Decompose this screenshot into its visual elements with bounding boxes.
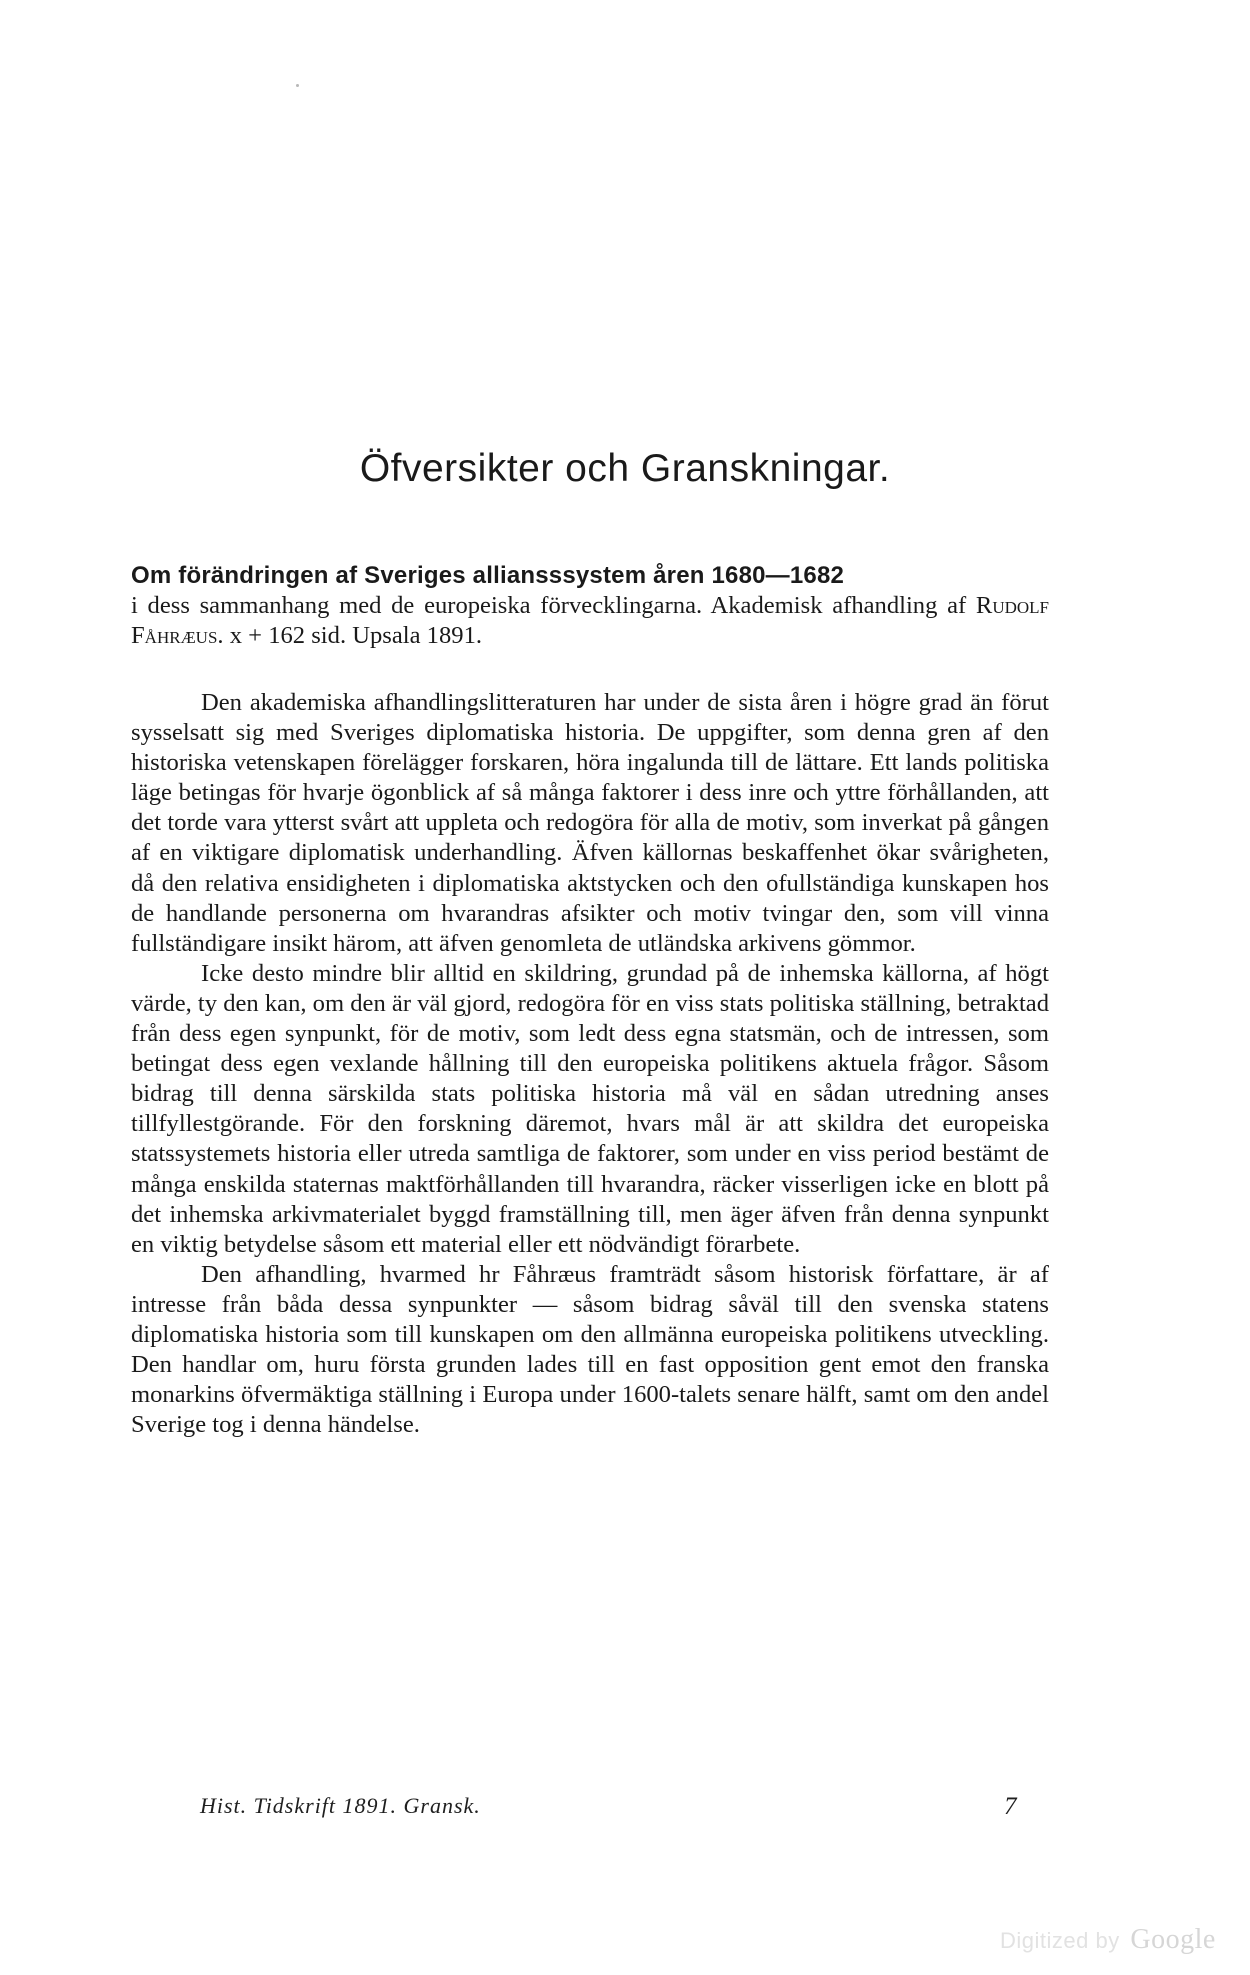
review-entry-description-text: i dess sammanhang med de europeiska förvecklingarna. Akademisk afhandling af xyxy=(131,592,967,620)
review-entry-description xyxy=(131,591,1049,651)
watermark-prefix: Digitized by xyxy=(1000,1928,1120,1953)
section-heading: Öfversikter och Granskningar. xyxy=(359,447,891,490)
body-paragraph: Icke desto mindre blir alltid en skildring, grundad på de inhemska källorna, af högt värde, ty den kan, om den är väl gjord, redogöra för en viss stats politiska ställning, betraktad från dess egen synpunkt, för de motiv, som ledt dess egna statsmän, och de intressen, som betingat dess egen vexlande hållning till den europeiska politikens aktuela frågor. Såsom bidrag till denna särskilda stats politiska historia må väl en sådan utredning anses tillfyllestgörande. För den forskning däremot, hvars mål är att skildra det europeiska statssystemets historia eller utreda samtliga de faktorer, som under en viss period bestämt de många enskilda staternas maktförhållanden till hvarandra, räcker visserligen icke en blott på det inhemska arkivmaterialet byggd framställning till, men äger äfven från denna synpunkt en viktig betydelse såsom ett material eller ett nödvändigt förarbete. xyxy=(131,959,1049,1258)
review-entry-header xyxy=(131,561,1049,651)
review-entry-details: x + 162 sid. Upsala 1891. xyxy=(229,622,483,650)
signature-mark: 7 xyxy=(1004,1793,1017,1820)
page-speck xyxy=(296,84,299,87)
digitization-watermark xyxy=(1000,1924,1216,1956)
running-footer-title: Hist. Tidskrift 1891. Gransk. xyxy=(200,1793,481,1818)
watermark-brand: Google xyxy=(1130,1924,1216,1955)
review-entry-title: Om förändringen af Sveriges alliansssystem åren 1680—1682 xyxy=(131,562,845,589)
body-paragraph: Den afhandling, hvarmed hr Fåhræus framträdt såsom historisk författare, är af intresse från båda dessa synpunkter — såsom bidrag såväl till den svenska statens diplomatiska historia som till kunskapen om den allmänna europeiska politikens utveckling. Den handlar om, huru första grunden lades till en fast opposition gent emot den franska monarkins öfvermäktiga ställning i Europa under 1600-talets senare hälft, samt om den andel Sverige tog i denna händelse. xyxy=(131,1260,1049,1439)
body-paragraph: Den akademiska afhandlingslitteraturen har under de sista åren i högre grad än förut sysselsatt sig med Sveriges diplomatiska historia. De uppgifter, som denna gren af den historiska vetenskapen förelägger forskaren, höra ingalunda till de lättare. Ett lands politiska läge betingas för hvarje ögonblick af så många faktorer i dess inre och yttre förhållanden, att det torde vara ytterst svårt att uppleta och redogöra för alla de motiv, som inverkat på gången af en viktigare diplomatisk underhandling. Äfven källornas beskaffenhet ökar svårigheten, då den relativa ensidigheten i diplomatiska aktstycken och den ofullständiga kunskapen hos de handlande personerna om hvarandras afsikter och motiv tvingar den, som vill vinna fullständigare insikt härom, att äfven genomleta de utländska arkivens gömmor. xyxy=(131,689,1049,957)
review-body xyxy=(131,688,1049,1440)
review-entry-author: Rudolf Fåhræus. xyxy=(131,592,1049,650)
